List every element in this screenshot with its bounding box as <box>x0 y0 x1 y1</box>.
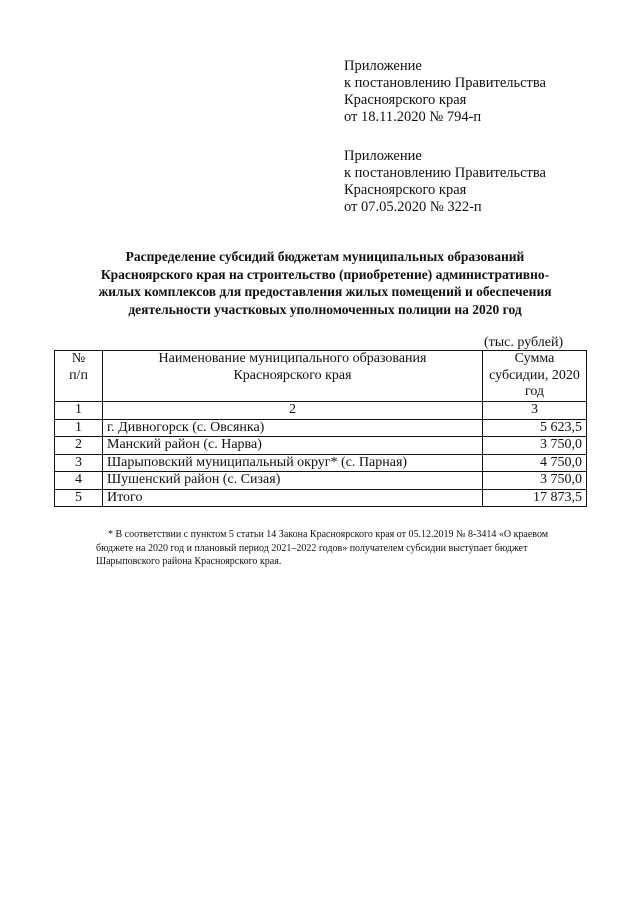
title-line: жилых комплексов для предоставления жилых помещений и обеспечения <box>98 284 552 299</box>
document-title <box>60 248 590 318</box>
table-row <box>55 472 587 490</box>
footnote-line: * В соответствии с пунктом 5 статьи 14 Закона Красноярского края от 05.12.2019 № 8-3414 «О краевом <box>108 529 549 540</box>
row-sum: 4 750,0 <box>483 454 587 472</box>
row-number: 5 <box>55 489 103 507</box>
appendix-date-number: от 07.05.2020 № 322-п <box>344 199 482 215</box>
row-number: 4 <box>55 472 103 490</box>
title-line: Распределение субсидий бюджетам муниципальных образований <box>125 249 525 264</box>
row-number: 2 <box>55 437 103 455</box>
footnote-line: Шарыповского района Красноярского края. <box>96 556 282 567</box>
table-row <box>55 454 587 472</box>
appendix-label: Приложение <box>344 58 422 74</box>
appendix-date-number: от 18.11.2020 № 794-п <box>344 109 482 125</box>
row-sum: 5 623,5 <box>483 419 587 437</box>
units-label: (тыс. рублей) <box>484 335 564 350</box>
title-line: Красноярского края на строительство (приобретение) административно- <box>100 266 550 282</box>
table-header-row <box>55 351 587 402</box>
appendix-label: Приложение <box>344 148 422 164</box>
row-municipality: Шушенский район (с. Сизая) <box>103 472 483 490</box>
column-number: 3 <box>483 402 587 420</box>
row-number: 1 <box>55 419 103 437</box>
appendix-resolution-ref: к постановлению Правительства <box>344 165 546 181</box>
row-sum: 3 750,0 <box>483 472 587 490</box>
row-sum: 3 750,0 <box>483 437 587 455</box>
row-municipality: Манский район (с. Нарва) <box>103 437 483 455</box>
header-name: Наименование муниципального образования Красноярского края <box>103 351 483 402</box>
subsidy-table <box>54 350 587 507</box>
row-number: 3 <box>55 454 103 472</box>
table-row <box>55 419 587 437</box>
column-number: 2 <box>103 402 483 420</box>
column-number: 1 <box>55 402 103 420</box>
row-municipality: г. Дивногорск (с. Овсянка) <box>103 419 483 437</box>
row-total-label: Итого <box>103 489 483 507</box>
header-number: № п/п <box>55 351 103 402</box>
appendix-header-original <box>344 148 634 216</box>
appendix-resolution-ref: к постановлению Правительства <box>344 75 546 91</box>
appendix-header-current <box>344 58 634 126</box>
footnote-line: бюджете на 2020 год и плановый период 2021–2022 годов» получателем субсидии выступает бюджет <box>96 542 528 554</box>
table-row <box>55 437 587 455</box>
row-total-sum: 17 873,5 <box>483 489 587 507</box>
appendix-region: Красноярского края <box>344 182 467 198</box>
table-total-row <box>55 489 587 507</box>
column-numbers-row <box>55 402 587 420</box>
title-line: деятельности участковых уполномоченных полиции на 2020 год <box>128 301 522 317</box>
row-municipality: Шарыповский муниципальный округ* (с. Парная) <box>103 454 483 472</box>
header-sum: Сумма субсидии, 2020 год <box>483 351 587 402</box>
footnote <box>96 528 596 569</box>
appendix-region: Красноярского края <box>344 92 467 108</box>
